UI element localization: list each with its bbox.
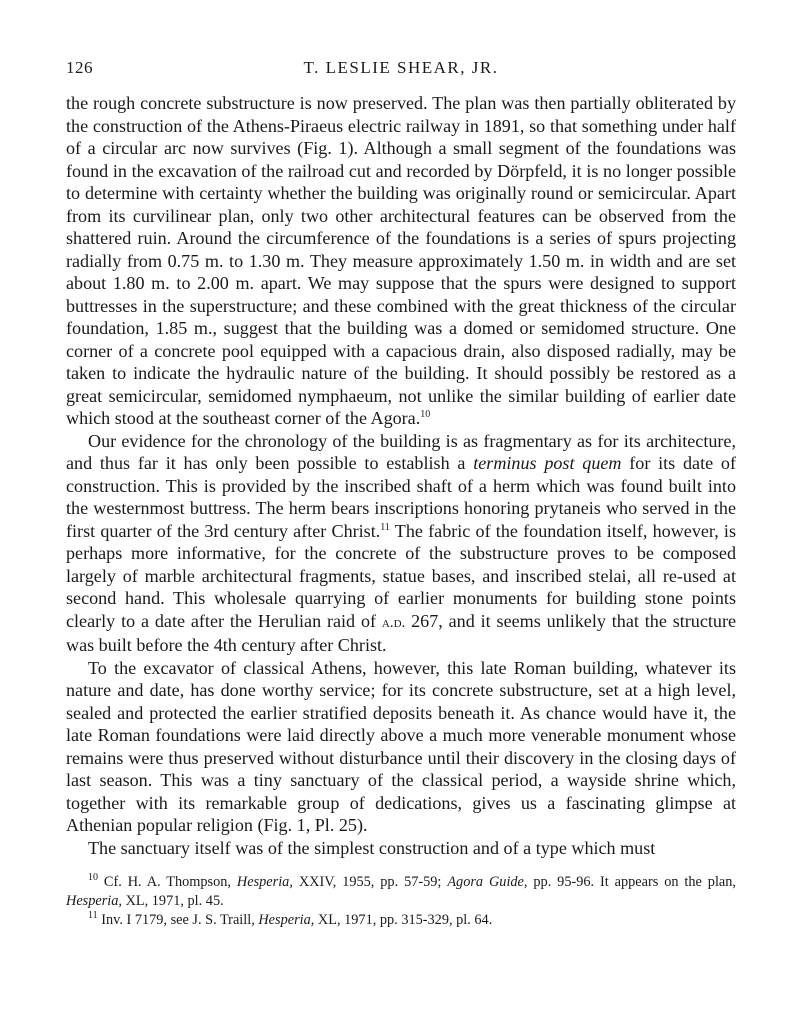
text-run: XL, 1971, pl. 45. <box>122 893 224 909</box>
page-number: 126 <box>66 58 93 77</box>
footnote <box>66 911 736 930</box>
paragraph <box>66 92 736 430</box>
paragraph <box>66 837 736 860</box>
text-run: To the excavator of classical Athens, however, this late Roman building, whatever its nature and date, has done worthy service; for its concrete substructure, set at a high level, sealed and protected the earlier stratified deposits beneath it. As chance would have it, the late Roman foundations were laid directly above a much more venerable monument whose remains were thus preserved without disturbance until their discovery in the closing days of last season. This was a tiny sanctuary of the classical period, a wayside shrine which, together with its remarkable group of dedications, gives us a fascinating glimpse at Athenian popular religion (Fig. 1, Pl. 25). <box>66 657 736 835</box>
italic-text: Hesperia, <box>66 893 122 909</box>
text-run: the rough concrete substructure is now preserved. The plan was then partially obliterated by the construction of the Athens-Piraeus electric railway in 1891, so that something under half of a circular arc now survives (Fig. 1). Although a small segment of the foundations was found in the excavation of the railroad cut and recorded by Dörpfeld, it is no longer possible to determine with certainty whether the building was originally round or semicircular. Apart from its curvilinear plan, only two other architectural features can be observed from the shattered ruin. Around the circumference of the foundations is a series of spurs projecting radially from 0.75 m. to 1.30 m. They measure approximately 1.50 m. in width and are set about 1.80 m. to 2.00 m. apart. We may suppose that the spurs were designed to support buttresses in the superstructure; and these combined with the great thickness of the circular foundation, 1.85 m., suggest that the building was a domed or semidomed structure. One corner of a concrete pool equipped with a capacious drain, also disposed radially, may be taken to indicate the hydraulic nature of the building. It should possibly be restored as a great semicircular, semidomed nymphaeum, not unlike the similar building of earlier date which stood at the southeast corner of the Agora. <box>66 93 736 428</box>
text-run: pp. 95-96. It appears on the plan, <box>527 874 736 890</box>
text-run: 267, and it seems unlikely that the structure was built before the 4th century after Christ. <box>66 610 736 655</box>
text-run: Our evidence for the chronology of the building is as fragmentary as for its architecture, and thus far it has only been possible to establish a <box>66 430 736 473</box>
italic-text: Hesperia, <box>258 912 315 928</box>
italic-text: Hesperia, <box>236 874 293 890</box>
paragraph <box>66 430 736 657</box>
paragraph <box>66 657 736 837</box>
text-run: Cf. H. A. Thompson, <box>98 874 237 890</box>
smallcaps-text: a.d. <box>381 614 406 631</box>
footnote <box>66 873 736 911</box>
page <box>66 54 736 930</box>
body-text <box>66 92 736 859</box>
text-run: The fabric of the foundation itself, however, is perhaps more informative, for the concrete of the substructure proves to be composed largely of marble architectural fragments, statue bases, and inscribed stelai, all re-used at second hand. This wholesale quarrying of earlier monuments for building stone points clearly to a date after the Herulian raid of <box>66 520 736 631</box>
italic-text: terminus post quem <box>473 453 622 473</box>
text-run: XXIV, 1955, pp. 57-59; <box>292 874 448 890</box>
text-run: for its date of construction. This is provided by the inscribed shaft of a herm which was found built into the westernmost buttress. The herm bears inscriptions honoring prytaneis who served in the first quarter of the 3rd century after Christ. <box>66 453 737 541</box>
text-run: Inv. I 7179, see J. S. Traill, <box>97 912 259 928</box>
text-run: The sanctuary itself was of the simplest construction and of a type which must <box>88 837 656 858</box>
footnotes <box>66 873 736 930</box>
footnote-ref: 11 <box>380 521 390 533</box>
footnote-ref: 10 <box>420 408 431 420</box>
running-head-author: T. LESLIE SHEAR, JR. <box>303 58 499 77</box>
footnote-number: 11 <box>88 910 98 922</box>
text-run: XL, 1971, pp. 315-329, pl. 64. <box>314 912 493 928</box>
running-head <box>66 54 736 80</box>
footnote-number: 10 <box>88 872 98 884</box>
italic-text: Agora Guide, <box>447 874 528 890</box>
